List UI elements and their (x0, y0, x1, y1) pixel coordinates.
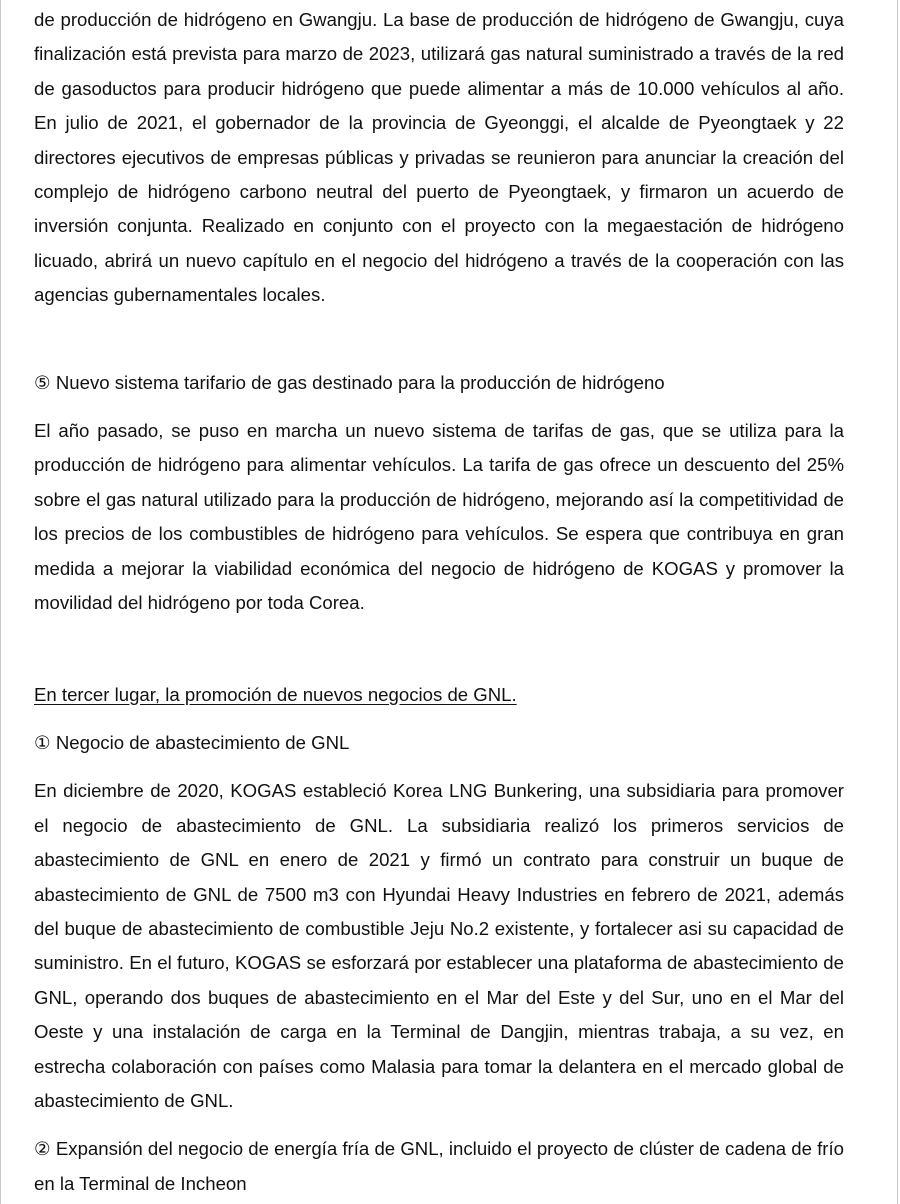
heading-lng-bunkering: ① Negocio de abastecimiento de GNL (34, 731, 350, 753)
paragraph-lng-bunkering: En diciembre de 2020, KOGAS estableció Korea LNG Bunkering, una subsidiaria para promover el negocio de abastecimiento de GNL. La subsidiaria realizó los primeros servicios de abastecimiento de GNL en enero de 2021 y firmó un contrato para construir un buque de abastecimiento de GNL de 7500 m3 con Hyundai Heavy Industries en febrero de 2021, además del buque de abastecimiento de combustible Jeju No.2 existente, y fortalecer asi su capacidad de suministro. En el futuro, KOGAS se esforzará por establecer una plataforma de abastecimiento de GNL, operando dos buques de abastecimiento en el Mar del Este y del Sur, uno en el Mar del Oeste y una instalación de carga en la Terminal de Dangjin, mientras trabaja, a su vez, en estrecha colaboración con países como Malasia para tomar la delantera en el mercado global de abastecimiento de GNL. (34, 780, 844, 1111)
heading-hydrogen-gas-tariff: ⑤ Nuevo sistema tarifario de gas destinado para la producción de hidrógeno (34, 371, 665, 393)
document-body (34, 3, 844, 1201)
section-title-lng-business: En tercer lugar, la promoción de nuevos negocios de GNL. (34, 683, 517, 705)
heading-lng-cold-energy: ② Expansión del negocio de energía fría de GNL, incluido el proyecto de clúster de cadena de frío en la Terminal de Incheon (34, 1138, 844, 1194)
paragraph-gwangju-hydrogen: de producción de hidrógeno en Gwangju. La base de producción de hidrógeno de Gwangju, cuya finalización está prevista para marzo de 2023, utilizará gas natural suministrado a través de la red de gasoductos para producir hidrógeno que puede alimentar a más de 10.000 vehículos al año. En julio de 2021, el gobernador de la provincia de Gyeonggi, el alcalde de Pyeongtaek y 22 directores ejecutivos de empresas públicas y privadas se reunieron para anunciar la creación del complejo de hidrógeno carbono neutral del puerto de Pyeongtaek, y firmaron un acuerdo de inversión conjunta. Realizado en conjunto con el proyecto con la megaestación de hidrógeno licuado, abrirá un nuevo capítulo en el negocio del hidrógeno a través de la cooperación con las agencias gubernamentales locales. (34, 9, 844, 306)
paragraph-gas-tariff: El año pasado, se puso en marcha un nuevo sistema de tarifas de gas, que se utiliza para la producción de hidrógeno para alimentar vehículos. La tarifa de gas ofrece un descuento del 25% sobre el gas natural utilizado para la producción de hidrógeno, mejorando así la competitividad de los precios de los combustibles de hidrógeno para vehículos. Se espera que contribuya en gran medida a mejorar la viabilidad económica del negocio de hidrógeno de KOGAS y promover la movilidad del hidrógeno por toda Corea. (34, 420, 844, 614)
